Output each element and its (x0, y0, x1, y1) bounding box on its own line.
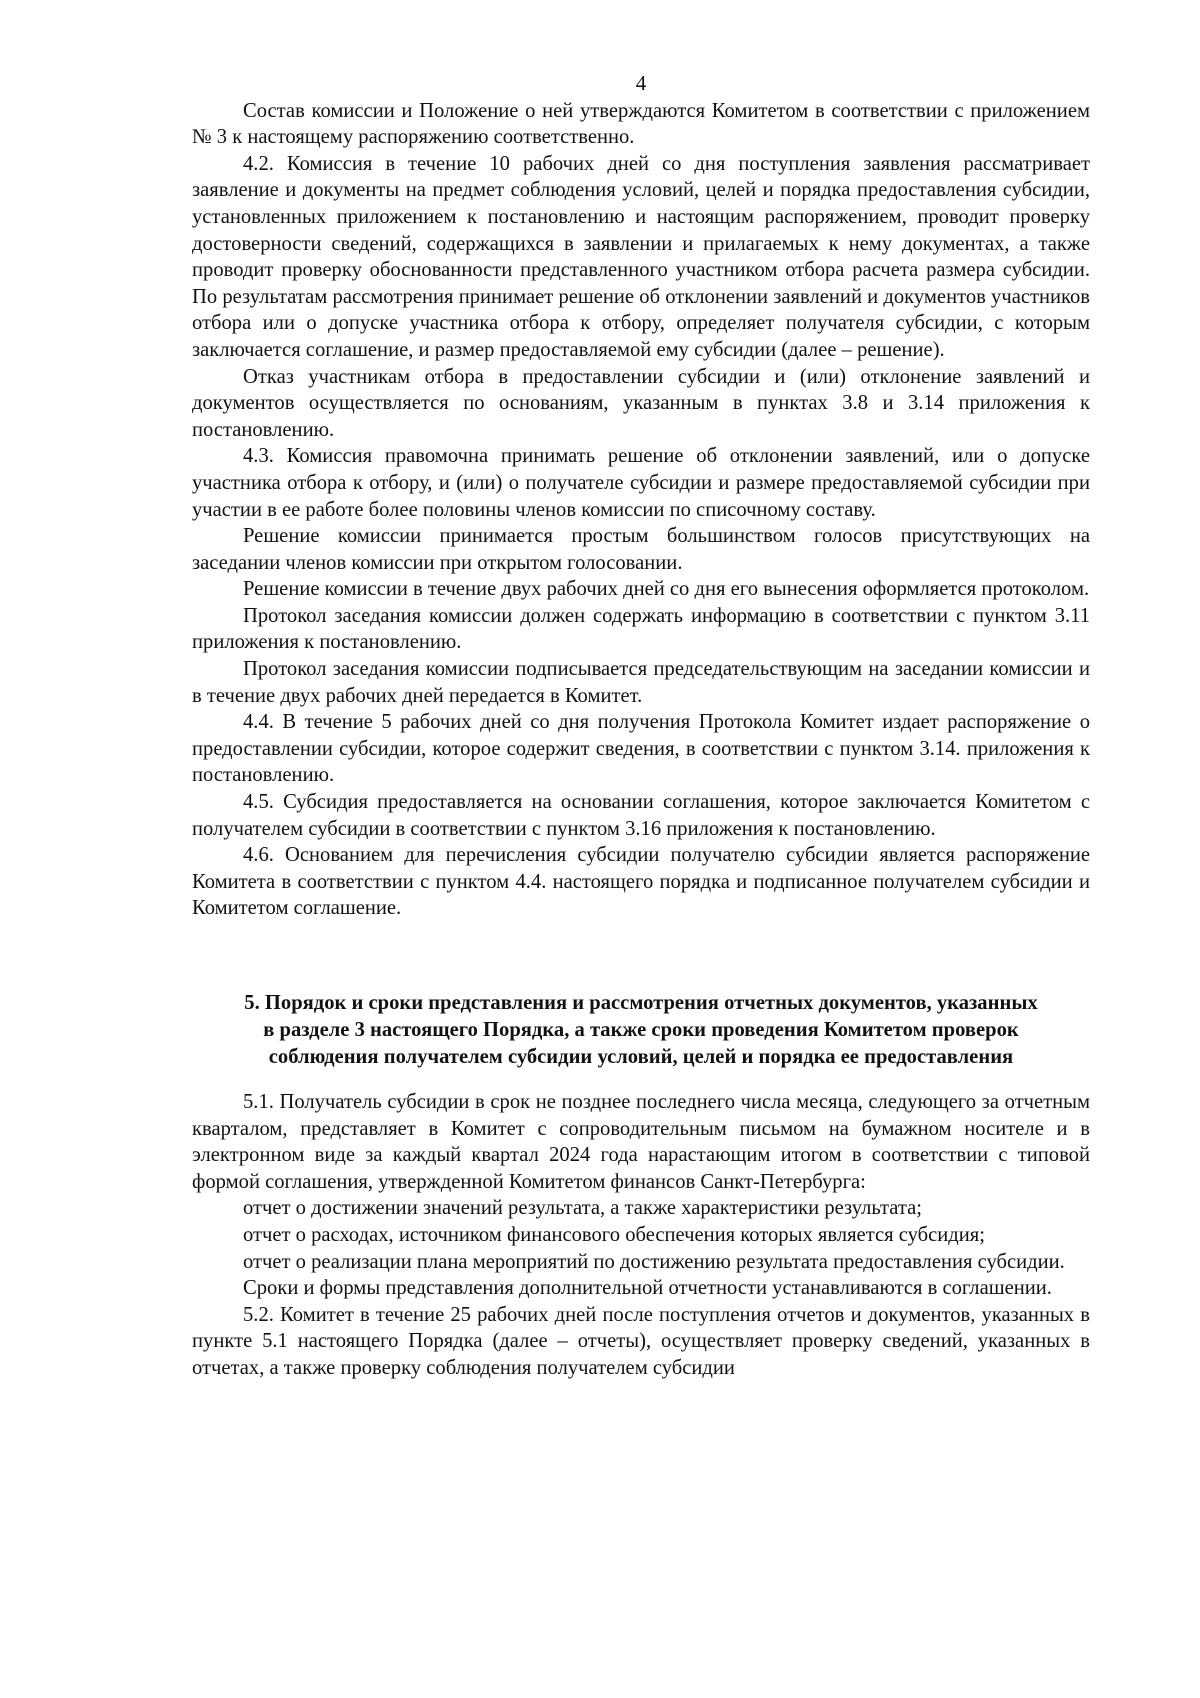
list-item-report-plan: отчет о реализации плана мероприятий по достижению результата предоставления субсидии. (243, 1250, 1065, 1273)
paragraph-4-6: 4.6. Основанием для перечисления субсидии получателю субсидии является распоряжение Комитета в соответствии с пунктом 4.4. настоящего порядка и подписанное получателем субсидии и Комитетом соглашение. (192, 844, 1090, 920)
paragraph-5-1: 5.1. Получатель субсидии в срок не позднее последнего числа месяца, следующего за отчетным кварталом, представляет в Комитет с сопроводительным письмом на бумажном носителе и в электронном виде за каждый квартал 2024 года нарастающим итогом в соответствии с типовой формой соглашения, утвержденной Комитетом финансов Санкт-Петербурга: (192, 1091, 1090, 1193)
page-number: 4 (635, 71, 647, 95)
paragraph-protocol-signing: Протокол заседания комиссии подписывается председательствующим на заседании комиссии и в течение двух рабочих дней передается в Комитет. (192, 658, 1090, 707)
section-5-heading (192, 990, 1090, 1071)
document-page (192, 70, 1090, 1382)
paragraph-4-5: 4.5. Субсидия предоставляется на основании соглашения, которое заключается Комитетом с получателем субсидии в соответствии с пунктом 3.16 приложения к постановлению. (192, 791, 1090, 840)
paragraph-protocol-content: Протокол заседания комиссии должен содержать информацию в соответствии с пунктом 3.11 приложения к постановлению. (192, 604, 1090, 654)
section-5-heading-line: соблюдения получателем субсидии условий, целей и порядка ее предоставления (268, 1046, 1014, 1068)
paragraph-additional-reporting: Сроки и формы представления дополнительной отчетности устанавливаются в соглашении. (243, 1277, 1052, 1300)
list-item-report-expenses: отчет о расходах, источником финансового обеспечения которых является субсидия; (243, 1223, 985, 1246)
paragraph-commission-composition: Состав комиссии и Положение о ней утверждаются Комитетом в соответствии с приложением № 3 к настоящему распоряжению соответственно. (192, 99, 1090, 149)
paragraph-5-2: 5.2. Комитет в течение 25 рабочих дней после поступления отчетов и документов, указанных в пункте 5.1 настоящего Порядка (далее – отчеты), осуществляет проверку сведений, указанных в отчетах, а также проверку соблюдения получателем субсидии (192, 1303, 1090, 1379)
section-5-body (192, 1089, 1090, 1382)
paragraph-4-4: 4.4. В течение 5 рабочих дней со дня получения Протокола Комитет издает распоряжение о предоставлении субсидии, которое содержит сведения, в соответствии с пунктом 3.14. приложения к постановлению. (192, 711, 1090, 787)
list-item-report-results: отчет о достижении значений результата, а также характеристики результата; (243, 1197, 922, 1220)
section-4-body (192, 98, 1090, 922)
paragraph-4-3: 4.3. Комиссия правомочна принимать решение об отклонении заявлений, или о допуске участника отбора к отбору, и (или) о получателе субсидии и размере предоставляемой субсидии при участии в ее работе более половины членов комиссии по списочному составу. (192, 445, 1090, 521)
paragraph-protocol-decision: Решение комиссии в течение двух рабочих дней со дня его вынесения оформляется протоколом. (243, 578, 1090, 601)
paragraph-majority-vote: Решение комиссии принимается простым большинством голосов присутствующих на заседании членов комиссии при открытом голосовании. (192, 525, 1090, 574)
paragraph-4-2: 4.2. Комиссия в течение 10 рабочих дней со дня поступления заявления рассматривает заявление и документы на предмет соблюдения условий, целей и порядка предоставления субсидии, установленных приложением к постановлению и настоящим распоряжением, проводит проверку достоверности сведений, содержащихся в заявлении и прилагаемых к нему документах, а также проводит проверку обоснованности представленного участником отбора расчета размера субсидии. По результатам рассмотрения принимает решение об отклонении заявлений и документов участников отбора или о допуске участника отбора к отбору, определяет получателя субсидии, с которым заключается соглашение, и размер предоставляемой ему субсидии (далее – решение). (192, 152, 1090, 361)
section-5-heading-line: в разделе 3 настоящего Порядка, а также сроки проведения Комитетом проверок (263, 1019, 1019, 1041)
paragraph-refusal-grounds: Отказ участникам отбора в предоставлении субсидии и (или) отклонение заявлений и документов осуществляется по основаниям, указанным в пунктах 3.8 и 3.14 приложения к постановлению. (192, 365, 1090, 441)
section-5-heading-line: 5. Порядок и сроки представления и рассмотрения отчетных документов, указанных (244, 992, 1038, 1014)
